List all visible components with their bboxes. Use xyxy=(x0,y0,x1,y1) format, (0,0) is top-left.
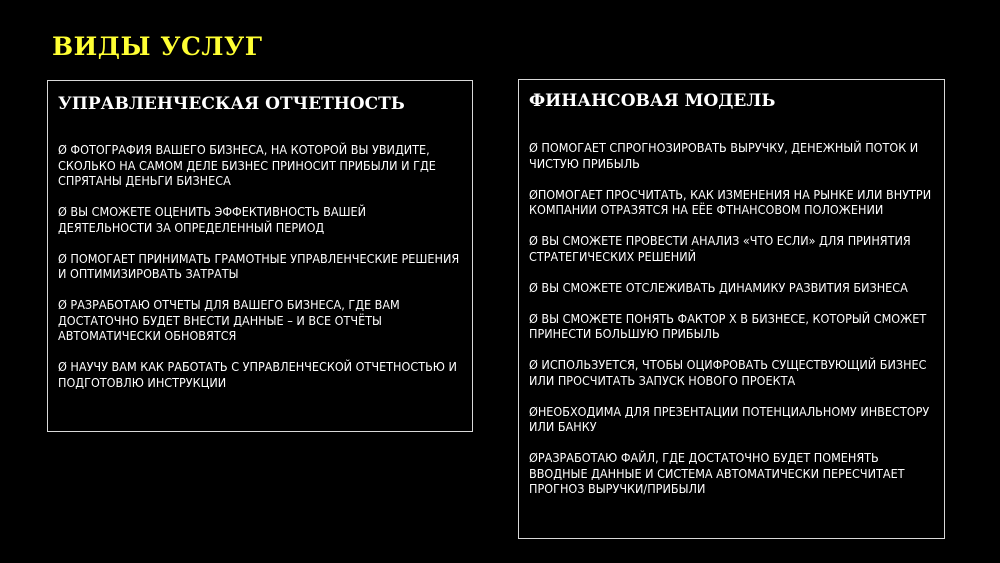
list-item: Ø ВЫ СМОЖЕТЕ ОТСЛЕЖИВАТЬ ДИНАМИКУ РАЗВИТИЯ БИЗНЕСА xyxy=(529,279,908,295)
financial-model-panel xyxy=(518,79,945,539)
management-reporting-panel xyxy=(47,80,473,432)
slide-title: ВИДЫ УСЛУГ xyxy=(52,32,263,61)
list-item: Ø ВЫ СМОЖЕТЕ ПРОВЕСТИ АНАЛИЗ «ЧТО ЕСЛИ» ДЛЯ ПРИНЯТИЯ СТРАТЕГИЧЕСКИХ РЕШЕНИЙ xyxy=(529,233,911,264)
list-item: Ø ВЫ СМОЖЕТЕ ОЦЕНИТЬ ЭФФЕКТИВНОСТЬ ВАШЕЙ ДЕЯТЕЛЬНОСТИ ЗА ОПРЕДЕЛЕННЫЙ ПЕРИОД xyxy=(58,204,367,235)
list-item: ØРАЗРАБОТАЮ ФАЙЛ, ГДЕ ДОСТАТОЧНО БУДЕТ ПОМЕНЯТЬ ВВОДНЫЕ ДАННЫЕ И СИСТЕМА АВТОМАТИЧЕСКИ ПЕРЕСЧИТАЕТ ПРОГНОЗ ВЫРУЧКИ/ПРИБЫЛИ xyxy=(529,450,905,496)
list-item: Ø ПОМОГАЕТ ПРИНИМАТЬ ГРАМОТНЫЕ УПРАВЛЕНЧЕСКИЕ РЕШЕНИЯ И ОПТИМИЗИРОВАТЬ ЗАТРАТЫ xyxy=(58,250,460,281)
financial-model-heading: ФИНАНСОВАЯ МОДЕЛЬ xyxy=(529,91,776,111)
list-item: Ø НАУЧУ ВАМ КАК РАБОТАТЬ С УПРАВЛЕНЧЕСКОЙ ОТЧЕТНОСТЬЮ И ПОДГОТОВЛЮ ИНСТРУКЦИИ xyxy=(58,359,457,390)
management-reporting-heading: УПРАВЛЕНЧЕСКАЯ ОТЧЕТНОСТЬ xyxy=(58,94,405,114)
list-item: Ø ИСПОЛЬЗУЕТСЯ, ЧТОБЫ ОЦИФРОВАТЬ СУЩЕСТВУЮЩИЙ БИЗНЕС ИЛИ ПРОСЧИТАТЬ ЗАПУСК НОВОГО ПРОЕКТА xyxy=(529,357,927,388)
list-item: Ø РАЗРАБОТАЮ ОТЧЕТЫ ДЛЯ ВАШЕГО БИЗНЕСА, ГДЕ ВАМ ДОСТАТОЧНО БУДЕТ ВНЕСТИ ДАННЫЕ – И ВСЕ ОТЧЁТЫ АВТОМАТИЧЕСКИ ОБНОВЯТСЯ xyxy=(58,297,400,343)
list-item: ØПОМОГАЕТ ПРОСЧИТАТЬ, КАК ИЗМЕНЕНИЯ НА РЫНКЕ ИЛИ ВНУТРИ КОМПАНИИ ОТРАЗЯТСЯ НА ЕЁЕ ФТНАНСОВОМ ПОЛОЖЕНИИ xyxy=(529,186,932,217)
management-reporting-list xyxy=(58,142,462,390)
list-item: Ø ПОМОГАЕТ СПРОГНОЗИРОВАТЬ ВЫРУЧКУ, ДЕНЕЖНЫЙ ПОТОК И ЧИСТУЮ ПРИБЫЛЬ xyxy=(529,140,919,171)
list-item: Ø ВЫ СМОЖЕТЕ ПОНЯТЬ ФАКТОР Х В БИЗНЕСЕ, КОТОРЫЙ СМОЖЕТ ПРИНЕСТИ БОЛЬШУЮ ПРИБЫЛЬ xyxy=(529,310,927,341)
list-item: Ø ФОТОГРАФИЯ ВАШЕГО БИЗНЕСА, НА КОТОРОЙ ВЫ УВИДИТЕ, СКОЛЬКО НА САМОМ ДЕЛЕ БИЗНЕС ПРИНОСИТ ПРИБЫЛИ И ГДЕ СПРЯТАНЫ ДЕНЬГИ БИЗНЕСА xyxy=(58,142,436,188)
list-item: ØНЕОБХОДИМА ДЛЯ ПРЕЗЕНТАЦИИ ПОТЕНЦИАЛЬНОМУ ИНВЕСТОРУ ИЛИ БАНКУ xyxy=(529,403,930,434)
financial-model-list xyxy=(529,140,934,497)
